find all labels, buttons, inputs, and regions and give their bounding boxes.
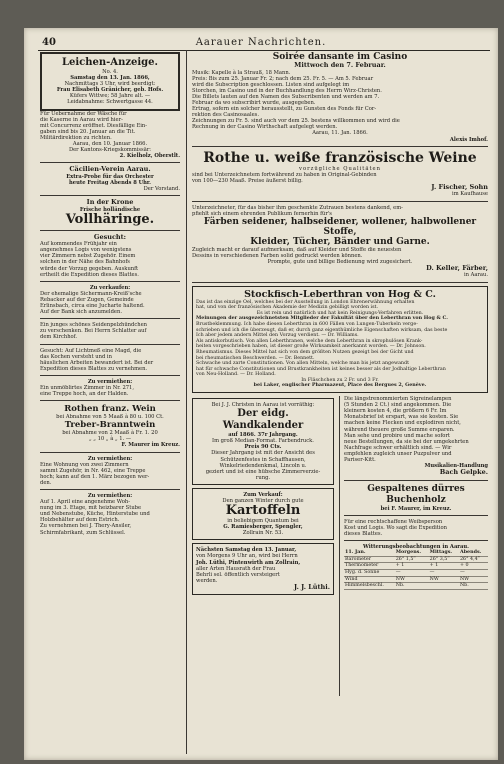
- sub-column-rule: [339, 396, 340, 696]
- table-row: [344, 563, 488, 570]
- text-line: hat für schwache Constitutionen und Brustkrankheiten ist keines besser als der Jodhaltige Leberthran: [196, 366, 446, 372]
- text-line: Nachfrage schwer erhältlich sind. — Wir: [344, 444, 452, 451]
- table-cell: Wind: [344, 576, 395, 583]
- text-line: „ „ 10 „ à „ 1. —: [88, 436, 132, 443]
- krone-notice: [40, 199, 180, 227]
- text-line: angenehmes Logis von wenigstens: [40, 247, 132, 254]
- text-line: machen keine Flecken und explodiren nicht,: [344, 420, 461, 427]
- divider: [192, 146, 488, 147]
- text-line: sind bei Unterzeichnetem fortwährend zu haben in Original-Gebinden: [192, 171, 377, 178]
- text-line: gaben sind bis 20. Januar an die Tit.: [40, 128, 136, 135]
- notice-headline: Rothen franz. Wein: [64, 404, 156, 415]
- divider: [40, 230, 180, 231]
- text-line: Rheumatismus. Dieses Mittel hat sich von dem größten Nutzen gezeigt bei der Gicht und: [196, 349, 414, 355]
- text-line: Der Kantons-Kriegskommissär:: [68, 147, 152, 154]
- divider: [40, 375, 180, 376]
- text-line: von 100—230 Maaß. Preise äußerst billig.: [192, 177, 303, 184]
- text-line: Die Billets lauten auf den Namen des Subscribenten und werden am 7.: [192, 93, 380, 100]
- text-line: dieses Blattes.: [344, 530, 383, 537]
- faerber-notice: [192, 205, 488, 279]
- table-cell: —: [429, 569, 459, 576]
- divider: [40, 489, 180, 490]
- text-line: werden.: [196, 577, 218, 584]
- text-line: Pariser-Kitt.: [344, 457, 376, 463]
- table-cell: —: [459, 569, 488, 576]
- table-row: [344, 583, 488, 590]
- text-line: Der ehemalige Sichermann-Kreiß'sche: [40, 290, 142, 297]
- text-line: die Kaserne in Aarau wird hier-: [40, 116, 123, 123]
- signature: J. Fischer, Sohn: [431, 182, 488, 191]
- table-cell: Himmelsbeschl.: [344, 583, 395, 590]
- weather-data: [344, 550, 488, 590]
- text-line: solchen in der Nähe des Bahnhofs: [40, 259, 130, 266]
- notice-title: Gesucht:: [93, 232, 127, 241]
- text-line: Rebacker auf der Zugen, Gemeinde: [40, 296, 134, 303]
- text-line: Das ist das einzige Oel, welches bei der Ausstellung in London Ehrenerwähnung erhalten: [196, 299, 415, 305]
- text-line: rektion des Casinosaales.: [192, 112, 259, 119]
- text-line: Die längstrenommierten Sigreinelampen: [344, 396, 452, 403]
- header-rule: [38, 50, 490, 51]
- notice-title: Zu vermiethen:: [87, 493, 133, 499]
- signature: G. Ramiesberger, Spengler,: [223, 524, 303, 531]
- notice-headline: Kleider, Tücher, Bänder und Garne.: [250, 236, 430, 247]
- table-cell: NW: [395, 576, 429, 583]
- table-cell: NW: [459, 576, 488, 583]
- death-notice-line: Samstag den 13. Jan. 1866,: [70, 75, 150, 82]
- weine-notice: [192, 150, 488, 198]
- text-line: vier Zimmern nebst Zugehör. Einem: [40, 253, 136, 260]
- notice-headline: Vollhäringe.: [65, 211, 155, 227]
- text-line: und Nebenstube, Küche, Hinterstube und: [40, 511, 150, 518]
- table-cell: NW: [429, 576, 459, 583]
- text-line: hoch; kann auf den 1. März bezogen wer-: [40, 473, 150, 480]
- wein-notice: [40, 404, 180, 448]
- text-line: Preis 90 Cts.: [244, 444, 282, 451]
- sub-column-left: [192, 396, 334, 598]
- notice-title: Cäcilien-Verein Aarau.: [69, 165, 151, 174]
- notice-headline: Der eidg. Wandkalender: [222, 408, 304, 432]
- table-cell: 26° 1,5‴: [395, 556, 429, 563]
- text-line: Ich aber jedem andern Mittel den Vorzug verdient. — Dr. Williams.: [196, 333, 359, 339]
- table-cell: Nb.: [459, 583, 488, 590]
- text-line: Nächsten Samstag den 13. Januar,: [196, 547, 297, 554]
- text-line: bei F. Maurer, im Kreuz.: [380, 505, 452, 512]
- text-line: ertheilt die Expedition dieses Blattes.: [40, 271, 139, 278]
- leberthran-notice: [192, 286, 488, 394]
- text-line: Februar da wo subscribirt wurde, ausgegeben.: [192, 99, 316, 106]
- divider: [344, 540, 488, 541]
- text-line: Holzbehälter auf dem Estrich.: [40, 517, 120, 524]
- notice-title: Zu vermiethen:: [87, 455, 133, 462]
- text-line: von Neu-Holland. — Dr. Holland.: [196, 372, 276, 378]
- left-column: [40, 52, 180, 536]
- notice-headline: Kartoffeln: [225, 503, 301, 519]
- death-notice: [40, 52, 180, 111]
- notice-title: Soirée dansante im Casino: [272, 52, 408, 62]
- text-line: Für eine rechtschaffene Weibsperson: [344, 518, 443, 525]
- text-line: Im groß Median-Format. Farbendruck.: [212, 438, 314, 445]
- text-line: In Fläschchen zu 2 Fr. und 3 Fr.: [301, 377, 379, 383]
- signature: Der Vorstand.: [143, 186, 180, 192]
- text-line: heute Freitag Abends 8 Uhr.: [69, 179, 151, 186]
- zimmer-notice: [40, 379, 180, 397]
- table-cell: —: [395, 569, 429, 576]
- text-line: von Morgens 9 Uhr an, wird bei Herrn: [196, 553, 298, 560]
- text-line: Ein junges schönes Seidenpelzhündchen: [40, 322, 147, 329]
- signature: Bach Gelpke.: [439, 468, 488, 477]
- table-header-cell: 11. Jan.: [344, 550, 395, 556]
- text-line: Expedition dieses Blattes zu vernehmen.: [40, 365, 148, 372]
- table-header-cell: Abends.: [459, 550, 488, 556]
- text-line: häuslichen Arbeiten bewandert ist. Bei der: [40, 359, 154, 366]
- text-line: Preis: Bis zum 25. Januar Fr. 2; nach dem 25. Fr. 5. — Am 5. Februar: [192, 75, 374, 82]
- table-title: Witterungsbeobachtungen in Aarau.: [363, 544, 469, 551]
- text-line: zu verschenken. Bei Herrn Schlatter auf: [40, 328, 147, 335]
- divider: [40, 195, 180, 196]
- text-line: Bei J. J. Christen in Aarau ist vorräthig:: [211, 402, 315, 409]
- text-line: Rechnung in der Casino Wirthschaft aufgelegt werden.: [192, 124, 338, 131]
- notice-title: In der Krone: [86, 198, 134, 207]
- newspaper-title: Aarauer Nachrichten.: [195, 37, 327, 48]
- notice-headline: Stockfisch-Leberthran von Hog & C.: [244, 288, 436, 300]
- notice-headline: Färben seidener, halbseidener, wollener, halbwollener Stoffe,: [203, 216, 477, 237]
- text-line: Aarau, 11. Jan. 1866.: [312, 130, 368, 137]
- table-row: [344, 569, 488, 576]
- text-line: (5 Stunden 2 Ct.) sind angekommen. Die: [344, 402, 452, 409]
- signature: Musikalien-Handlung: [424, 463, 488, 470]
- text-line: während theuere große Summe ersparen.: [344, 426, 455, 433]
- text-line: empfehlen zugleich unser Puzpulver und: [344, 450, 452, 457]
- notice-headline: Treber-Branntwein: [64, 420, 156, 431]
- signature: F. Maurer im Kreuz.: [121, 442, 180, 449]
- text-line: sammt Zugehör, in Nr. 462, eine Treppe: [40, 467, 146, 474]
- versteigerung-notice: [192, 543, 334, 595]
- signature: im Kaufhause: [452, 191, 488, 198]
- text-line: Joh. Lüthi, Pintenwirth am Zollrain,: [196, 559, 301, 566]
- lampen-notice: [344, 396, 488, 477]
- text-line: Brustbeklemmung. Ich habe diesen Leberthran in 600 Fällen von Lungen-Tuberkeln verge-: [196, 321, 418, 327]
- text-line: das Kochen versteht und in: [40, 353, 112, 360]
- text-line: dem Kirchhof.: [40, 334, 78, 341]
- death-notice-line: Nachmittags 3 Uhr, wird beerdigt:: [64, 81, 156, 88]
- divider: [40, 400, 180, 401]
- text-line: Prompte, gute und billige Bedienung wird zugesichert.: [267, 258, 413, 265]
- text-line: auf 1866. 37r Jahrgang.: [228, 432, 298, 439]
- text-line: pfiehlt sich einem ehrenden Publikum fernerhin für's: [192, 210, 332, 217]
- text-line: eine Treppe hoch, an der Halden.: [40, 391, 129, 398]
- rebacker-notice: [40, 285, 180, 315]
- kost-logis-notice: [344, 519, 488, 537]
- text-line: kleinern kosten 4, die größern 6 Fr. Im: [344, 408, 447, 415]
- text-line: Ertrag, sofern ein solcher herausstellt, zu Gunsten des Fonds für Cor-: [192, 106, 377, 113]
- text-line: rung.: [255, 474, 271, 481]
- caecilien-notice: [40, 166, 180, 192]
- text-line: vorzügliche Qualitäten: [299, 165, 381, 172]
- notice-headline: Gespaltenes dürres Buchenholz: [367, 483, 465, 505]
- text-line: Es ist rein und natürlich und hat kein Reinigungs-Verfahren erlitten.: [256, 310, 424, 316]
- table-row: [344, 556, 488, 563]
- divider: [40, 162, 180, 163]
- death-notice-line: Frau Elisabeth Gränicher, geb. Hofs.: [56, 87, 164, 94]
- notice-title: Zu vermiethen:: [87, 378, 133, 385]
- text-line: in beliebigem Quantum bei: [227, 518, 299, 525]
- text-line: Auf der Bank sich anzumelden.: [40, 309, 122, 316]
- sub-column-right: [344, 396, 488, 590]
- text-line: Extra-Probe für das Orchester: [66, 173, 154, 180]
- table-cell: Hyg. d. Sonne: [344, 569, 395, 576]
- table-cell: + 1: [429, 563, 459, 570]
- text-line: Erlinsbach, circa eine Jucharte haltend.: [40, 303, 145, 310]
- table-row: [344, 576, 488, 583]
- text-line: Als antiskorbutisch. Von allen Leberthranen, welche dem Leberthran in skrophulösen Krank-: [196, 338, 423, 344]
- text-line: Für Uebernahme der Wäsche für: [40, 110, 127, 117]
- text-line: bei rheumatischen Beschwerden. — Dr. Bennett.: [196, 355, 315, 361]
- april-wohnung-notice: [40, 493, 180, 536]
- text-line: Auf 1. April eine angenehme Woh-: [40, 499, 130, 506]
- newspaper-page: [24, 28, 498, 760]
- text-line: Schützenfestes in Schaffhausen,: [220, 456, 306, 463]
- notice-title: Zum Verkauf:: [243, 491, 283, 498]
- wohnung-notice: [40, 456, 180, 486]
- text-line: Kost und Logis. Wo sagt die Expedition: [344, 524, 447, 531]
- text-line: Behrli sel. öffentlich versteigert: [196, 571, 280, 578]
- gesucht-logis-notice: [40, 234, 180, 278]
- text-line: Winkelriedendenkmal, Lincoln u.: [219, 462, 307, 469]
- text-line: Zugleich macht er darauf aufmerksam, daß auf Kleider und Stoffe die neuesten: [192, 246, 402, 253]
- text-line: Unterzeichneter, für das bisher ihm geschenkte Zutrauen bestens dankend, em-: [192, 204, 403, 211]
- divider: [344, 515, 488, 516]
- divider: [40, 344, 180, 345]
- text-line: Man sehe und probire und mache sofort: [344, 432, 450, 439]
- text-line: Zu vernehmen bei J. Thery-Ansiler,: [40, 523, 132, 530]
- wandkalender-notice: [192, 398, 334, 485]
- kartoffeln-notice: [192, 488, 334, 540]
- signature: J. J. Lüthi.: [294, 582, 330, 591]
- lower-right-area: [192, 396, 488, 712]
- death-notice-number: No. 4.: [102, 69, 118, 75]
- text-line: bei Abnahme von 5 Maaß à 80 u. 100 Ct.: [56, 414, 164, 421]
- divider: [40, 452, 180, 453]
- signature: Alexis Imhof.: [449, 136, 488, 143]
- text-line: Auf kommendes Frühjahr ein: [40, 241, 117, 248]
- table-cell: [429, 583, 459, 590]
- divider: [40, 281, 180, 282]
- text-line: neue Bestellungen, da sie bei der umgekehrten: [344, 438, 469, 445]
- notice-headline: Rothe u. weiße französische Weine: [203, 149, 477, 166]
- text-line: Ein unmöblirtes Zimmer in Nr. 271,: [40, 384, 134, 391]
- text-line: den.: [40, 479, 52, 486]
- table-cell: 26° 4,4‴: [459, 556, 488, 563]
- text-line: bei Abnahme von 2 Maaß à Fr. 1. 20: [62, 430, 158, 437]
- table-cell: + 1: [395, 563, 429, 570]
- table-cell: Thermometer: [344, 563, 395, 570]
- text-line: Eine Wohnung von zwei Zimmern: [40, 461, 129, 468]
- weather-table: [344, 544, 488, 590]
- text-line: hat, und von der französischen Akademie der Medizin gebilligt worden ist.: [196, 305, 379, 311]
- text-line: wird die Subscription geschlossen. Listen sind aufgelegt im: [192, 81, 350, 88]
- text-line: Militärdirektion zu richten.: [40, 134, 112, 141]
- table-cell: 26° 3,5‴: [429, 556, 459, 563]
- signature: in Aarau.: [463, 272, 488, 279]
- text-line: Dieser Jahrgang ist mit der Ansicht des: [211, 450, 315, 457]
- divider: [344, 480, 488, 481]
- text-line: Monatsbrief ist erspart, was sie kosten. Sie: [344, 414, 459, 421]
- table-header-cell: Morgens.: [395, 550, 429, 556]
- death-notice-line: Leidabnahme: Schwertgasse 44.: [67, 99, 153, 106]
- divider: [192, 201, 488, 202]
- text-line: mit Concurrenz eröffnet. Diesfällige Ein-: [40, 122, 148, 129]
- text-line: heiten vorgeschrieben haben, ist dieser große Wirksamkeit anerkannt worden. — Dr. Johnson.: [196, 344, 426, 350]
- seidenpelz-notice: [40, 322, 180, 340]
- right-column: [192, 52, 488, 712]
- page-number: 40: [42, 37, 56, 48]
- magd-notice: [40, 348, 180, 372]
- divider: [192, 282, 488, 283]
- text-line: Storchen, im Casino und in der Buchhandlung des Herrn Wirz-Christen.: [192, 87, 382, 94]
- death-notice-line: Küfers Wittwe; 58 Jahre alt. —: [69, 93, 151, 100]
- text-line: Schirmfabrikant, zum Schlüssel.: [40, 529, 126, 536]
- text-line: würde der Vorzug gegeben. Auskunft: [40, 265, 139, 272]
- table-cell: Barometer: [344, 556, 395, 563]
- table-cell: + 0: [459, 563, 488, 570]
- text-line: Meinungen der ausgezeichnetsten Mitglieder der Fakultät über den Leberthran von Hog & C.: [196, 315, 448, 322]
- holz-notice: [344, 484, 488, 512]
- text-line: Musik: Kapelle à la Strauß, 18 Mann.: [192, 69, 291, 76]
- text-line: Frische holländische: [79, 206, 141, 213]
- kaserne-notice: [40, 111, 180, 160]
- text-line: Den ganzen Winter durch gute: [222, 498, 304, 504]
- divider: [40, 318, 180, 319]
- text-line: Dessins in verschiedenen Farben solid gedruckt werden können.: [192, 252, 363, 259]
- text-line: schrieben und ich die überzeugt, daß er, durch ganz eigenthümliche Eigenschaften wirksam, das beste: [196, 327, 448, 333]
- notice-date: Mittwoch den 7. Februar.: [294, 61, 386, 69]
- text-line: Aarau, den 10. Januar 1866.: [72, 141, 148, 148]
- text-line: 2. Kielholz, Oberstlt.: [119, 153, 180, 160]
- soiree-notice: [192, 52, 488, 143]
- text-line: geziert und ist eine hübsche Zimmerverzie-: [205, 468, 321, 475]
- text-line: bei Laker, englischer Pharmazeut, Place des Bergues 2, Genève.: [253, 382, 427, 389]
- signature: D. Keller, Färber,: [426, 263, 488, 272]
- text-line: Schwache und zarte Constitutionen. Von allen Mitteln, welche man bis jetzt angewandt: [196, 361, 410, 367]
- table-header-cell: Mittags.: [429, 550, 459, 556]
- notice-title: Zu verkaufen:: [89, 284, 131, 291]
- text-line: nung im 3. Etage, mit heizbarer Stube: [40, 505, 142, 512]
- text-line: Gesucht: Auf Lichtmeß eine Magd, die: [40, 347, 142, 354]
- text-line: Zeichnungen zu Fr. 5. sind auch vor dem 25. bestens willkommen und wird die: [192, 118, 400, 125]
- text-line: aller Arten Hausrath der Frau: [196, 565, 276, 572]
- table-cell: Nb.: [395, 583, 429, 590]
- column-rule: [186, 50, 187, 754]
- death-notice-title: Leichen-Anzeige.: [61, 57, 159, 68]
- signature: Zollrain Nr. 53.: [242, 530, 284, 537]
